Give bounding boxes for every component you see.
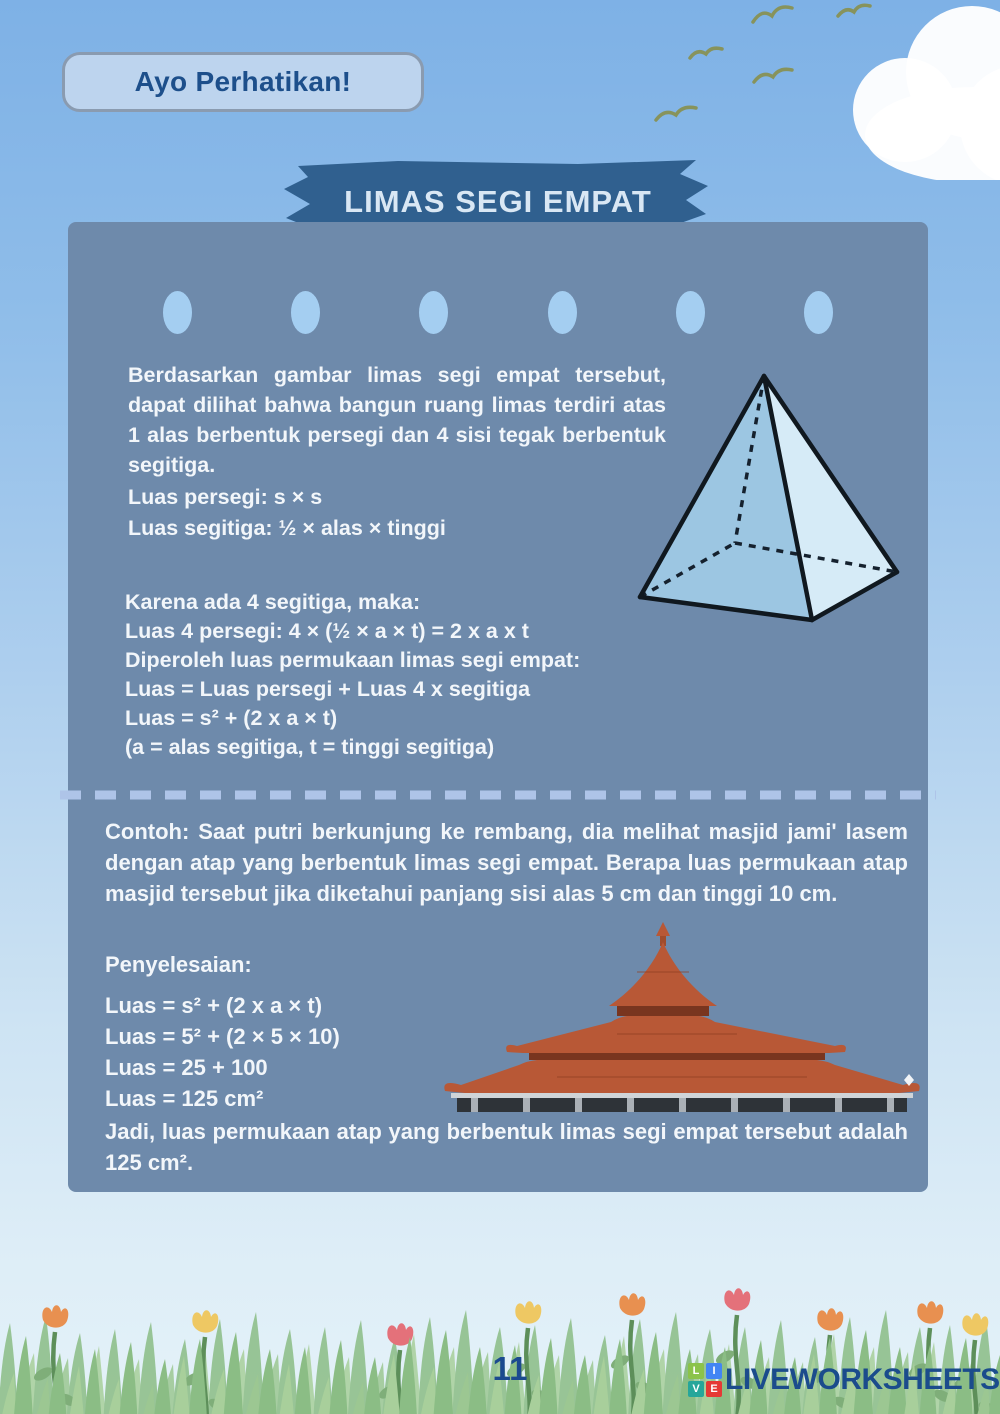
logo-tile-e: E: [706, 1381, 722, 1397]
logo-tile-v: V: [688, 1381, 704, 1397]
content-card: [68, 222, 928, 1192]
derivation-line: Luas = s² + (2 x a × t): [125, 706, 338, 730]
attention-badge: [62, 52, 424, 112]
dot-icon: [804, 291, 833, 334]
solution-line: Luas = 125 cm²: [105, 1086, 264, 1111]
square-area-formula: Luas persegi: s × s: [128, 485, 323, 509]
intro-paragraph: Berdasarkan gambar limas segi empat tersebut, dapat dilihat bahwa bangun ruang limas terdiri atas 1 alas berbentuk persegi dan 4 sisi tegak berbentuk segitiga.: [128, 363, 666, 477]
brand-name: LIVEWORKSHEETS: [725, 1363, 1000, 1396]
derivation-line: Luas 4 persegi: 4 × (½ × a × t) = 2 x a x t: [125, 619, 529, 643]
derivation-block: [125, 588, 725, 762]
solution-line: Luas = s² + (2 x a × t): [105, 993, 323, 1018]
dot-icon: [163, 291, 192, 334]
logo-tile-i: I: [706, 1363, 722, 1379]
solution-line: Luas = 25 + 100: [105, 1055, 268, 1080]
solution-label: Penyelesaian:: [105, 952, 252, 977]
dot-icon: [548, 291, 577, 334]
page-number: 11: [492, 1350, 528, 1387]
base-formulas: [128, 482, 688, 544]
derivation-line: Luas = Luas persegi + Luas 4 x segitiga: [125, 677, 531, 701]
dot-icon: [676, 291, 705, 334]
bird-icon: [656, 107, 696, 120]
bird-icon: [753, 7, 792, 22]
derivation-line: Diperoleh luas permukaan limas segi empat:: [125, 648, 581, 672]
cloud-icon: [853, 6, 1000, 180]
dot-icon: [291, 291, 320, 334]
bird-icon: [754, 69, 792, 82]
dashed-divider: [60, 788, 936, 802]
attention-badge-label: Ayo Perhatikan!: [134, 66, 352, 97]
liveworksheets-logo-icon: [688, 1363, 722, 1397]
liveworksheets-logo: [688, 1363, 1000, 1397]
mosque-photo: [437, 922, 927, 1114]
derivation-line: (a = alas segitiga, t = tinggi segitiga): [125, 735, 495, 759]
derivation-line: Karena ada 4 segitiga, maka:: [125, 590, 421, 614]
solution-steps: [105, 990, 340, 1114]
dot-icon: [419, 291, 448, 334]
example-paragraph: Contoh: Saat putri berkunjung ke rembang, dia melihat masjid jami' lasem dengan atap yang berbentuk limas segi empat. Berapa luas permukaan atap masjid tersebut jika diketahui panjang sisi alas 5 cm dan tinggi 10 cm.: [105, 819, 908, 906]
conclusion-paragraph: Jadi, luas permukaan atap yang berbentuk limas segi empat tersebut adalah 125 cm².: [105, 1119, 908, 1175]
logo-tile-l: L: [688, 1363, 704, 1379]
solution-line: Luas = 5² + (2 × 5 × 10): [105, 1024, 340, 1049]
bird-icon: [690, 48, 722, 58]
bird-icon: [838, 5, 870, 16]
triangle-area-formula: Luas segitiga: ½ × alas × tinggi: [128, 516, 446, 540]
decorative-dots: [163, 290, 833, 334]
page-title: LIMAS SEGI EMPAT: [344, 184, 652, 219]
